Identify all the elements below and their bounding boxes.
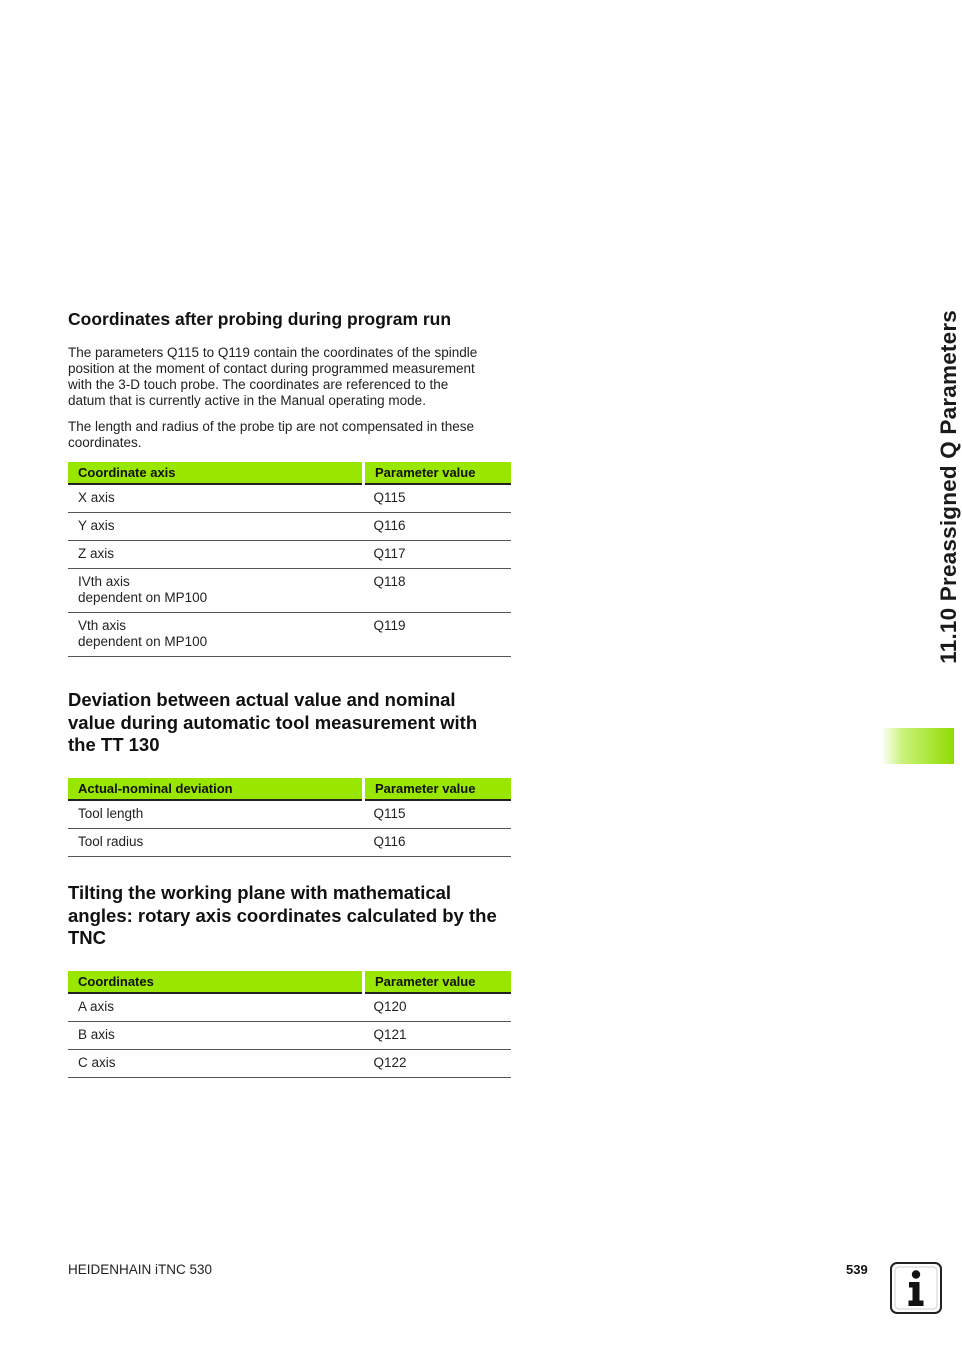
table-header-row bbox=[68, 778, 511, 800]
table-cell: Tool length bbox=[68, 800, 364, 829]
table-cell: A axis bbox=[68, 993, 364, 1022]
text-line: The parameters Q115 to Q119 contain the coordinates of the spindle bbox=[68, 345, 478, 360]
column-header: Parameter value bbox=[364, 778, 512, 800]
heading-line: Tilting the working plane with mathematical bbox=[68, 882, 452, 903]
section-heading-tilting bbox=[68, 882, 528, 950]
column-header: Parameter value bbox=[364, 971, 512, 993]
column-header: Coordinate axis bbox=[68, 462, 364, 484]
text-line: with the 3-D touch probe. The coordinates are referenced to the bbox=[68, 377, 449, 392]
text-line: coordinates. bbox=[68, 435, 142, 450]
table-cell bbox=[68, 613, 364, 657]
table-cell: Q122 bbox=[364, 1050, 512, 1078]
info-icon bbox=[890, 1262, 942, 1314]
cell-line: IVth axis bbox=[78, 574, 130, 589]
cell-line: Vth axis bbox=[78, 618, 127, 633]
cell-line: dependent on MP100 bbox=[78, 590, 208, 605]
chapter-side-title: 11.10 Preassigned Q Parameters bbox=[936, 310, 961, 664]
table-cell: Q120 bbox=[364, 993, 512, 1022]
table-row bbox=[68, 541, 511, 569]
table-cell: Q118 bbox=[364, 569, 512, 613]
heading-line: Deviation between actual value and nominal bbox=[68, 689, 456, 710]
probing-description bbox=[68, 345, 511, 451]
table-row bbox=[68, 484, 511, 513]
page-number: 539 bbox=[846, 1262, 868, 1277]
table-cell: Y axis bbox=[68, 513, 364, 541]
section-heading-probing: Coordinates after probing during program run bbox=[68, 309, 452, 329]
table-cell: Q121 bbox=[364, 1022, 512, 1050]
cell-line: dependent on MP100 bbox=[78, 634, 208, 649]
text-line: datum that is currently active in the Manual operating mode. bbox=[68, 393, 426, 408]
section-heading-deviation bbox=[68, 689, 528, 757]
table-cell: Q117 bbox=[364, 541, 512, 569]
table-cell: Q116 bbox=[364, 513, 512, 541]
heading-line: TNC bbox=[68, 927, 107, 948]
table-row bbox=[68, 829, 511, 857]
coordinate-axis-table bbox=[68, 462, 511, 657]
table-row bbox=[68, 569, 511, 613]
table-cell: C axis bbox=[68, 1050, 364, 1078]
heading-line: angles: rotary axis coordinates calculated by the bbox=[68, 904, 497, 926]
table-cell: Q115 bbox=[364, 484, 512, 513]
heading-line: value during automatic tool measurement with bbox=[68, 711, 478, 733]
table-row bbox=[68, 993, 511, 1022]
table-header-row bbox=[68, 971, 511, 993]
table-cell: Q116 bbox=[364, 829, 512, 857]
table-cell: Q115 bbox=[364, 800, 512, 829]
paragraph bbox=[68, 419, 511, 451]
table-header-row bbox=[68, 462, 511, 484]
column-header: Actual-nominal deviation bbox=[68, 778, 364, 800]
column-header: Parameter value bbox=[364, 462, 512, 484]
text-line: position at the moment of contact during programmed measurement bbox=[68, 361, 475, 376]
table-row bbox=[68, 1022, 511, 1050]
table-cell: Q119 bbox=[364, 613, 512, 657]
table-cell: B axis bbox=[68, 1022, 364, 1050]
heading-line: the TT 130 bbox=[68, 734, 160, 755]
text-line: The length and radius of the probe tip are not compensated in these bbox=[68, 419, 475, 434]
deviation-table bbox=[68, 778, 511, 857]
table-row bbox=[68, 613, 511, 657]
column-header: Coordinates bbox=[68, 971, 364, 993]
paragraph bbox=[68, 345, 511, 409]
table-row bbox=[68, 513, 511, 541]
table-row bbox=[68, 800, 511, 829]
table-cell: X axis bbox=[68, 484, 364, 513]
table-cell bbox=[68, 569, 364, 613]
table-row bbox=[68, 1050, 511, 1078]
footer-product-name: HEIDENHAIN iTNC 530 bbox=[68, 1262, 213, 1277]
chapter-tab-marker bbox=[881, 728, 954, 764]
table-cell: Tool radius bbox=[68, 829, 364, 857]
rotary-axis-table bbox=[68, 971, 511, 1078]
table-cell: Z axis bbox=[68, 541, 364, 569]
